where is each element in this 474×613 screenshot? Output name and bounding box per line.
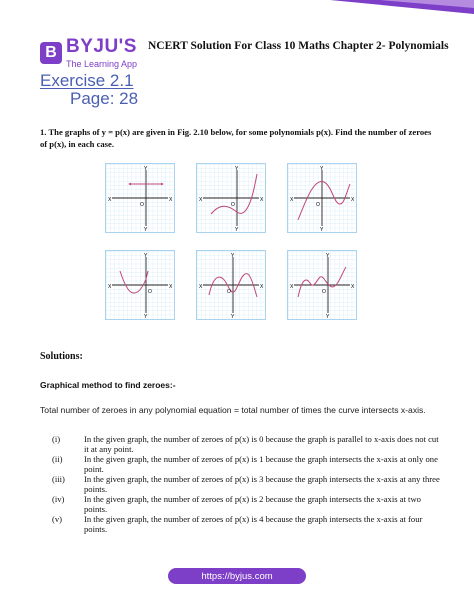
y-label-top: Y — [231, 253, 235, 259]
y-label-bottom: Y — [144, 227, 148, 232]
y-label-top: Y — [144, 253, 148, 259]
graph-vi-figure — [288, 251, 356, 319]
origin-label: O — [227, 289, 231, 295]
header-corner-band — [0, 0, 474, 22]
logo-tagline: The Learning App — [66, 59, 138, 69]
list-item — [52, 494, 442, 514]
graph-i-figure — [106, 164, 174, 232]
y-label-top: Y — [144, 166, 148, 172]
x-label-right: X — [169, 197, 173, 203]
y-label-top: Y — [320, 166, 324, 172]
y-label-bottom: Y — [235, 227, 239, 232]
item-text: In the given graph, the number of zeroes of p(x) is 4 because the graph intersects the x-axis at four points. — [84, 514, 423, 534]
item-text: In the given graph, the number of zeroes of p(x) is 3 because the graph intersects the x-axis at any three points. — [84, 474, 440, 494]
list-item — [52, 474, 442, 494]
document-title: NCERT Solution For Class 10 Maths Chapter 2- Polynomials — [148, 40, 449, 52]
solutions-list — [52, 434, 442, 534]
x-label-left: X — [108, 284, 112, 290]
x-label-left: X — [199, 284, 203, 290]
solutions-heading: Solutions: — [40, 351, 83, 362]
graph-v-figure — [197, 251, 265, 319]
graph-iii — [287, 163, 357, 233]
graph-ii-figure — [197, 164, 265, 232]
item-number: (iii) — [52, 474, 65, 484]
footer-website-link[interactable]: https://byjus.com — [168, 568, 306, 584]
total-zeroes-statement: Total number of zeroes in any polynomial equation = total number of times the curve intersects x-axis. — [40, 405, 426, 415]
exercise-label: Exercise 2.1 — [40, 71, 134, 90]
item-number: (v) — [52, 514, 63, 524]
logo-mark: B — [40, 42, 62, 64]
x-label-left: X — [290, 284, 294, 290]
y-label-top: Y — [326, 253, 330, 259]
method-heading: Graphical method to find zeroes:- — [40, 380, 176, 390]
byjus-logo[interactable] — [40, 36, 137, 69]
x-label-right: X — [351, 284, 355, 290]
item-text: In the given graph, the number of zeroes of p(x) is 2 because the graph intersects the x-axis at two points. — [84, 494, 421, 514]
y-label-bottom: Y — [144, 314, 148, 319]
y-label-bottom: Y — [231, 314, 235, 319]
question-text: 1. The graphs of y = p(x) are given in Fig. 2.10 below, for some polynomials p(x). Find the number of zeroes of p(x), in each case. — [40, 127, 432, 149]
x-label-left: X — [290, 197, 294, 203]
graph-iii-figure — [288, 164, 356, 232]
origin-label: O — [231, 202, 235, 208]
graph-vi — [287, 250, 357, 320]
x-label-right: X — [169, 284, 173, 290]
item-text: In the given graph, the number of zeroes of p(x) is 0 because the graph is parallel to x-axis does not cut it at any point. — [84, 434, 439, 454]
y-label-bottom: Y — [320, 227, 324, 232]
item-text: In the given graph, the number of zeroes of p(x) is 1 because the graph intersects the x-axis at only one point. — [84, 454, 438, 474]
logo-name: BYJU'S — [66, 36, 137, 57]
page-label: Page: 28 — [70, 89, 139, 108]
graph-v — [196, 250, 266, 320]
graph-iv-figure — [106, 251, 174, 319]
origin-label: O — [148, 289, 152, 295]
item-number: (i) — [52, 434, 61, 444]
item-number: (iv) — [52, 494, 65, 504]
origin-label: O — [140, 202, 144, 208]
list-item — [52, 454, 442, 474]
list-item — [52, 514, 442, 534]
item-number: (ii) — [52, 454, 63, 464]
origin-label: O — [316, 202, 320, 208]
origin-label: O — [322, 289, 326, 295]
graph-ii — [196, 163, 266, 233]
graph-i — [105, 163, 175, 233]
y-label-bottom: Y — [326, 314, 330, 319]
x-label-left: X — [108, 197, 112, 203]
x-label-right: X — [260, 197, 264, 203]
y-label-top: Y — [235, 166, 239, 172]
x-label-left: X — [199, 197, 203, 203]
graph-iv — [105, 250, 175, 320]
x-label-right: X — [260, 284, 264, 290]
list-item — [52, 434, 442, 454]
x-label-right: X — [351, 197, 355, 203]
